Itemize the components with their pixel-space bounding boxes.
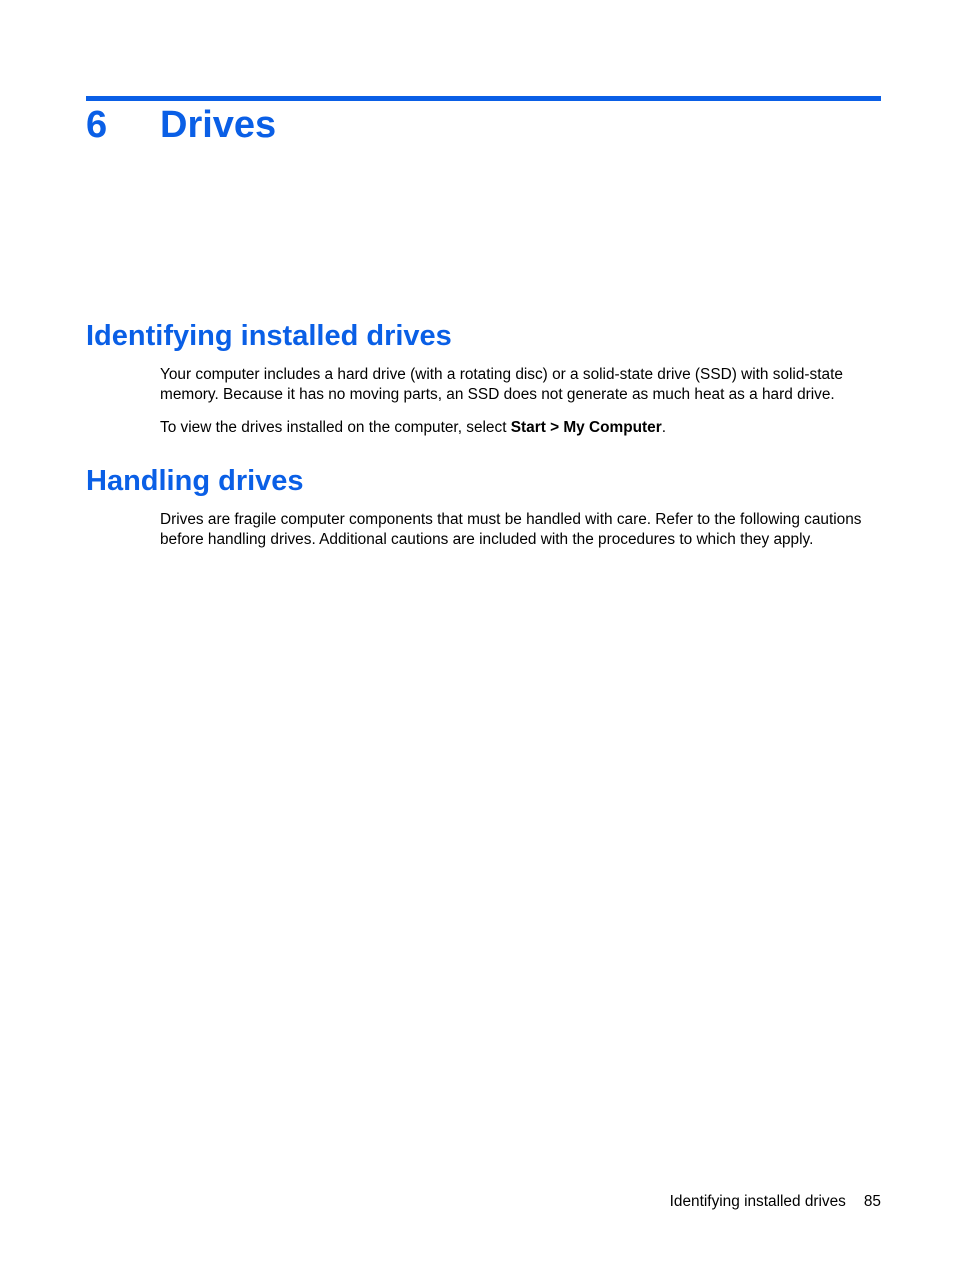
page-number: 85 — [863, 1193, 881, 1210]
instruction-suffix: . — [661, 419, 666, 436]
handling-paragraph: Drives are fragile computer components that must be handled with care. Refer to the following cautions before handling drives. Additional cautions are included with the procedures to which they apply. — [160, 511, 862, 548]
chapter-title: Drives — [160, 104, 277, 146]
instruction-prefix: To view the drives installed on the computer, select — [160, 419, 511, 436]
identifying-instruction — [160, 418, 885, 438]
page-footer — [670, 1192, 881, 1212]
chapter-number: 6 — [86, 104, 108, 146]
start-my-computer-path: Start > My Computer — [510, 419, 662, 436]
section-heading-identifying: Identifying installed drives — [86, 320, 452, 352]
section-heading-handling: Handling drives — [86, 465, 304, 497]
identifying-paragraph: Your computer includes a hard drive (with a rotating disc) or a solid-state drive (SSD) with solid-state memory. Because it has no moving parts, an SSD does not generate as much heat as a hard drive. — [160, 366, 843, 403]
footer-section-title: Identifying installed drives — [669, 1193, 846, 1210]
